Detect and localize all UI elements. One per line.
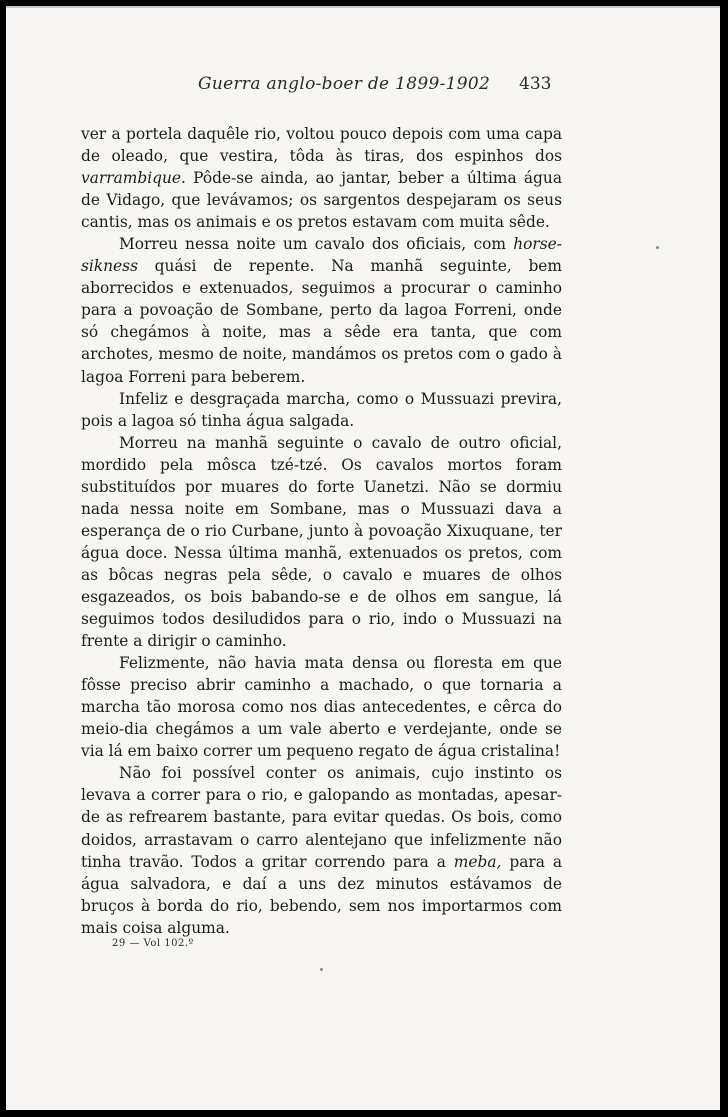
paragraph — [81, 762, 562, 938]
text-run: Morreu na manhã seguinte o cavalo de outro oficial, mordido pela môsca tzé-tzé. Os cavalos mortos foram substituídos por muares do forte Uanetzi. Não se dormiu nada nessa noite em Sombane, mas o Mussuazi dava a esperança de o rio Curbane, junto à povoação Xixuquane, ter água doce. Nessa última manhã, extenuados os pretos, com as bôcas negras pela sêde, o cavalo e muares de olhos esgazeados, os bois babando-se e de olhos em sangue, lá seguimos todos desiludidos para o rio, indo o Mussuazi na frente a dirigir o caminho. — [81, 433, 562, 651]
paragraph — [81, 388, 562, 432]
printer-signature: 29 — Vol 102.º — [112, 938, 194, 949]
paragraph — [81, 233, 562, 387]
text-run: Infeliz e desgraçada marcha, como o Mussuazi previra, pois a lagoa só tinha água salgada. — [81, 389, 562, 430]
text-run: Morreu nessa noite um cavalo dos oficiais, com — [119, 235, 514, 254]
text-run: quási de repente. Na manhã seguinte, bem aborrecidos e extenuados, seguimos a procurar o caminho para a povoação de Sombane, perto da lagoa Forreni, onde só chegámos à noite, mas a sêde era tanta, que com archotes, mesmo de noite, mandámos os pretos com o gado à lagoa Forreni para beberem. — [81, 257, 562, 386]
book-page — [6, 6, 720, 1110]
italic-term: meba, — [453, 852, 502, 871]
text-run: para a água salvadora, e daí a uns dez minutos estávamos de bruços à borda do rio, bebendo, sem nos importarmos com mais coisa alguma. — [81, 852, 562, 937]
page-top-shade — [6, 6, 720, 8]
page-number: 433 — [519, 74, 552, 94]
text-run: Pôde-se ainda, ao jantar, beber a última água de Vidago, que levávamos; os sargentos despejaram os seus cantis, mas os animais e os pretos estavam com muita sêde. — [81, 169, 562, 232]
text-run: Não foi possível conter os animais, cujo instinto os levava a correr para o rio, e galopando as montadas, apesar-de as refrearem bastante, para evitar quedas. Os bois, como doidos, arrastavam o carro alentejano que infelizmente não tinha travão. Todos a gritar correndo para a — [81, 764, 562, 871]
paper-speck — [320, 968, 323, 971]
running-title: Guerra anglo-boer de 1899-1902 — [198, 74, 491, 94]
italic-term: horse-sikness — [81, 235, 562, 276]
text-run: Felizmente, não havia mata densa ou floresta em que fôsse preciso abrir caminho a machado, o que tornaria a marcha tão morosa como nos dias antecedentes, e cêrca do meio-dia chegámos a um vale aberto e verdejante, onde se via lá em baixo correr um pequeno regato de água cristalina! — [81, 654, 562, 761]
italic-term: varrambique. — [81, 169, 186, 188]
paragraph — [81, 652, 562, 762]
paragraph — [81, 123, 562, 233]
text-run: ver a portela daquêle rio, voltou pouco depois com uma capa de oleado, que vestira, tôda às tiras, dos espinhos dos — [81, 125, 562, 166]
paper-speck — [656, 246, 659, 249]
running-header — [6, 74, 720, 98]
page-body — [81, 123, 562, 939]
paragraph — [81, 432, 562, 652]
